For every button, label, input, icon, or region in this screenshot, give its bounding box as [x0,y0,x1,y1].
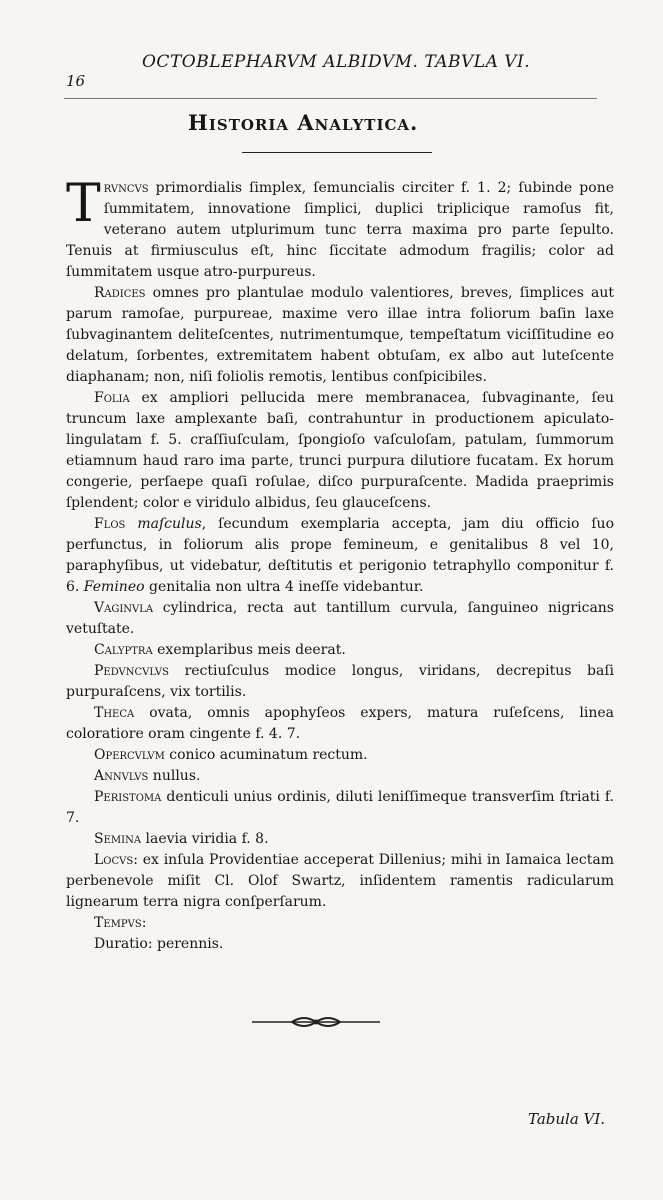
drop-cap: T [66,174,101,234]
tailpiece-ornament [252,1012,380,1032]
paragraph-semina [66,829,614,850]
paragraph-lead: rvncvs [103,180,149,196]
paragraph-lead: Radices [94,285,146,301]
paragraph-text: omnes pro plantulae modulo valentiores, breves, ſimplices aut parum ramoſae, purpureae, maxime vero illae intra foliorum baſin laxe ſubvaginantem deliteſcentes, nutrimentumque, tempeſtatum viciſſitudine eo delatum, ſorbentes, extremitatem habent obtuſam, ex albo aut luteſcente diaphanam; non, niſi foliolis remotis, lentibus conſpicibiles. [66,285,614,385]
paragraph-tempus [66,913,614,934]
paragraph-operculum [66,745,614,766]
paragraph-lead: Flos [94,516,126,532]
header-rule [64,98,597,99]
paragraph-lead: Vaginvla [94,600,154,616]
paragraph-text: ovata, omnis apophyſeos expers, matura ruſeſcens, linea coloratiore oram cingente f. 4. 7. [66,705,614,742]
body-text [66,174,614,955]
paragraph-annulus [66,766,614,787]
paragraph-lead: Peristoma [94,789,162,805]
section-title: Historia Analytica. [188,110,419,135]
paragraph-text: laevia viridia f. 8. [141,831,269,847]
paragraph-text: rectiuſculus modice longus, viridans, decrepitus baſi purpuraſcens, vix tortilis. [66,663,614,700]
paragraph-duratio [66,934,614,955]
paragraph-lead-italic: maſculus [125,516,202,532]
page-number: 16 [66,72,86,90]
paragraph-calyptra [66,640,614,661]
title-rule [242,152,432,153]
paragraph-text: conico acuminatum rectum. [164,747,368,763]
paragraph-text: ex ampliori pellucida mere membranacea, ſubvaginante, ſeu truncum laxe amplexante baſi, contrahuntur in productionem apiculato-lingulatam f. 5. craſſiuſculam, ſpongioſo vaſculoſam, patulam, ſummorum etiamnum haud raro ima parte, trunci purpura dilutiore fucatam. Ex horum congerie, perſaepe quaſi roſulae, diſco purpuraſcente. Madida praeprimis ſplendent; color e viridulo albidus, ſeu glauceſcens. [66,390,614,511]
paragraph-lead: Pedvncvlvs [94,663,169,679]
paragraph-lead: Calyptra [94,642,153,658]
paragraph-text: : ex inſula Providentiae acceperat Dillenius; mihi in Iamaica lectam perbenevole miſit Cl. Olof Swartz, inſidentem ramentis radicularum lignearum terra nigra conſperſarum. [66,852,614,910]
paragraph-flos [66,514,614,598]
running-title: OCTOBLEPHARVM ALBIDVM. TABVLA VI. [142,52,531,72]
paragraph-text: : [141,915,147,931]
paragraph-locus [66,850,614,913]
paragraph-lead: Tempvs [94,915,142,931]
paragraph-lead: Locvs [94,852,134,868]
paragraph-pedunculus [66,661,614,703]
paragraph-truncus [66,174,614,283]
paragraph-lead: Folia [94,390,130,406]
paragraph-peristoma [66,787,614,829]
paragraph-lead: Theca [94,705,135,721]
paragraph-text: denticuli unius ordinis, diluti leniſſimeque transverſim ſtriati f. 7. [66,789,614,826]
paragraph-vaginula [66,598,614,640]
paragraph-lead: Semina [94,831,142,847]
paragraph-lead: Opercvlvm [94,747,165,763]
paragraph-text: primordialis ſimplex, ſemuncialis circiter f. 1. 2; ſubinde pone ſummitatem, innovatione ſimplici, duplici triplicique ramoſus fit, veterano autem utplurimum tunc terra maxima pro parte ſepulto. Tenuis at firmiusculus eſt, hinc ſiccitate admodum fragilis; color ad ſummitatem usque atro-purpureus. [66,180,614,280]
paragraph-text: exemplaribus meis deerat. [152,642,346,658]
paragraph-folia [66,388,614,514]
paragraph-radices [66,283,614,388]
catchword: Tabula VI. [528,1110,606,1128]
paragraph-text: nullus. [148,768,201,784]
paragraph-theca [66,703,614,745]
paragraph-text: Duratio: perennis. [94,936,224,952]
paragraph-text-tail: genitalia non ultra 4 ineſſe videbantur. [144,579,424,595]
paragraph-lead: Annvlvs [94,768,149,784]
paragraph-italic: Femineo [79,579,145,595]
paragraph-text: , ſecundum exemplaria accepta, jam diu officio ſuo perfunctus, in foliorum alis prope femineum, e genitalibus 8 vel 10, paraphyſibus, ut videbatur, deſtitutis et perigonio tetraphyllo componitur f. 6. [66,516,614,595]
paragraph-text: cylindrica, recta aut tantillum curvula, ſanguineo nigricans vetuſtate. [66,600,614,637]
